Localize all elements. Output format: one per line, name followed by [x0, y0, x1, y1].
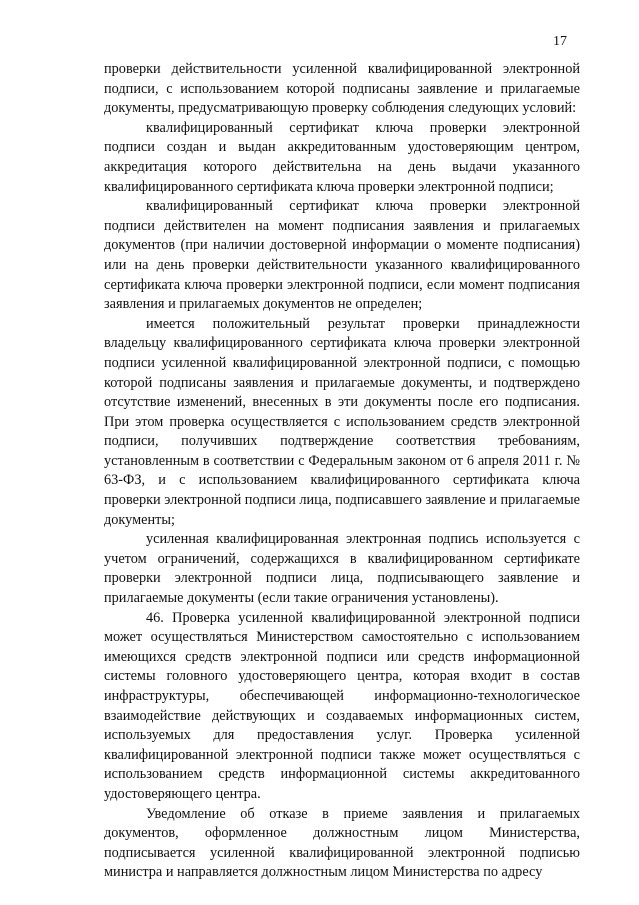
paragraph-refusal-notice: Уведомление об отказе в приеме заявления и прилагаемых документов, оформленное должностным лицом Министерства, подписывается усиленной квалифицированной электронной подписью министра и направляется должностным лицом Министерства по адресу [104, 805, 580, 881]
document-body [104, 60, 580, 883]
paragraph-continuation: проверки действительности усиленной квалифицированной электронной подписи, с использованием которой подписаны заявление и прилагаемые документы, предусматривающую проверку соблюдения следующих условий: [104, 61, 580, 117]
paragraph-condition-restrictions: усиленная квалифицированная электронная подпись используется с учетом ограничений, содержащихся в квалифицированном сертификате проверки электронной подписи лица, подписывающего заявление и прилагаемые документы (если такие ограничения установлены). [104, 531, 580, 607]
paragraph-item-46: 46. Проверка усиленной квалифицированной электронной подписи может осуществляться Министерством самостоятельно с использованием имеющихся средств электронной подписи или средств информационной системы головного удостоверяющего центра, которая входит в состав инфраструктуры, обеспечивающей информационно-технологическое взаимодействие действующих и создаваемых информационных систем, используемых для предоставления услуг. Проверка усиленной квалифицированной электронной подписи также может осуществляться с использованием средств информационной системы аккредитованного удостоверяющего центра. [104, 609, 580, 802]
page-number: 17 [553, 34, 567, 49]
paragraph-condition-signature-verified: имеется положительный результат проверки принадлежности владельцу квалифицированного сертификата ключа проверки электронной подписи усиленной квалифицированной электронной подписи, с помощью которой подписаны заявления и прилагаемые документы, и подтверждено отсутствие изменений, внесенных в эти документы после его подписания. При этом проверка осуществляется с использованием средств электронной подписи, получивших подтверждение соответствия требованиям, установленным в соответствии с Федеральным законом от 6 апреля 2011 г. № 63-ФЗ, и с использованием квалифицированного сертификата ключа проверки электронной подписи лица, подписавшего заявление и прилагаемые документы; [104, 315, 580, 528]
paragraph-condition-certificate-issued: квалифицированный сертификат ключа проверки электронной подписи создан и выдан аккредитованным удостоверяющим центром, аккредитация которого действительна на день выдачи указанного квалифицированного сертификата ключа проверки электронной подписи; [104, 119, 580, 195]
paragraph-condition-certificate-valid: квалифицированный сертификат ключа проверки электронной подписи действителен на момент подписания заявления и прилагаемых документов (при наличии достоверной информации о моменте подписания) или на день проверки действительности указанного квалифицированного сертификата ключа проверки электронной подписи, если момент подписания заявления и прилагаемых документов не определен; [104, 198, 580, 313]
